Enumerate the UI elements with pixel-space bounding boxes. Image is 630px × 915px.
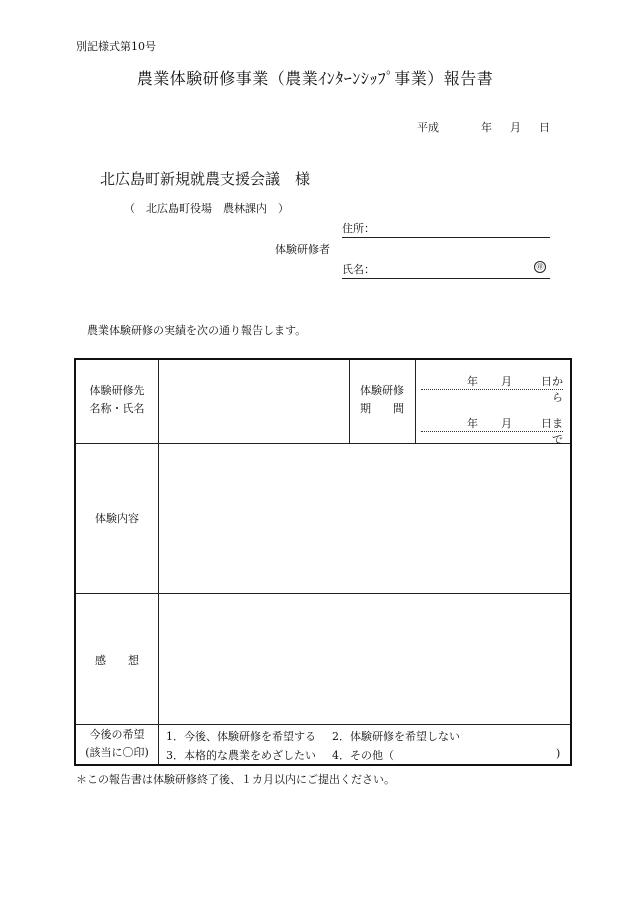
seal-icon: ㊞ <box>534 261 546 273</box>
option-2[interactable]: 2．体験研修を希望しない <box>332 730 460 743</box>
addressee: 北広島町新規就農支援会議 様 <box>100 170 311 188</box>
option-3[interactable]: 3．本格的な農業をめざしたい <box>166 749 316 762</box>
period-label <box>349 382 415 418</box>
period-from-field[interactable] <box>421 373 563 404</box>
date-month-label: 月 <box>510 121 521 134</box>
period-to-day: 日まで <box>541 417 563 446</box>
destination-field[interactable] <box>159 360 349 443</box>
period-to-year: 年 <box>467 417 478 430</box>
impressions-label: 感 想 <box>95 654 139 667</box>
address-label: 住所： <box>342 222 375 235</box>
period-from-year: 年 <box>467 375 478 388</box>
content-field[interactable] <box>159 444 570 593</box>
address-field[interactable] <box>342 220 550 238</box>
form-number: 別記様式第10号 <box>76 40 156 53</box>
trainee-label: 体験研修者 <box>275 243 330 256</box>
impressions-field[interactable] <box>159 594 570 724</box>
option-4[interactable]: 4．その他（ <box>332 749 394 762</box>
period-from-day: 日から <box>541 375 563 404</box>
report-table <box>74 358 572 766</box>
destination-label-line2: 名称・氏名 <box>89 402 145 415</box>
period-label-line2: 期 間 <box>360 402 404 415</box>
option-1[interactable]: 1．今後、体験研修を希望する <box>166 730 316 743</box>
period-from-month: 月 <box>501 375 512 388</box>
intro-text: 農業体験研修の実績を次の通り報告します。 <box>87 324 307 337</box>
name-label: 氏名： <box>342 263 375 276</box>
date-day-label: 日 <box>539 121 550 134</box>
document-title: 農業体験研修事業（農業ｲﾝﾀｰﾝｼｯﾌﾟ事業）報告書 <box>136 69 494 88</box>
name-field[interactable] <box>342 261 550 279</box>
date-era: 平成 <box>417 121 439 134</box>
future-label-line2: (該当に〇印) <box>85 746 149 759</box>
destination-label <box>76 382 158 418</box>
date-line <box>417 119 550 135</box>
destination-label-line1: 体験研修先 <box>89 384 145 397</box>
future-label-line1: 今後の希望 <box>89 728 145 741</box>
period-to-field[interactable] <box>421 415 563 446</box>
future-label <box>76 726 158 762</box>
office-note: （ 北広島町役場 農林課内 ） <box>124 202 289 215</box>
option-4-close: ) <box>556 747 561 760</box>
period-label-line1: 体験研修 <box>360 384 404 397</box>
date-year-label: 年 <box>481 121 492 134</box>
period-to-month: 月 <box>501 417 512 430</box>
footnote: ＊この報告書は体験研修終了後、１カ月以内にご提出ください。 <box>76 773 395 786</box>
content-label: 体験内容 <box>95 512 139 525</box>
